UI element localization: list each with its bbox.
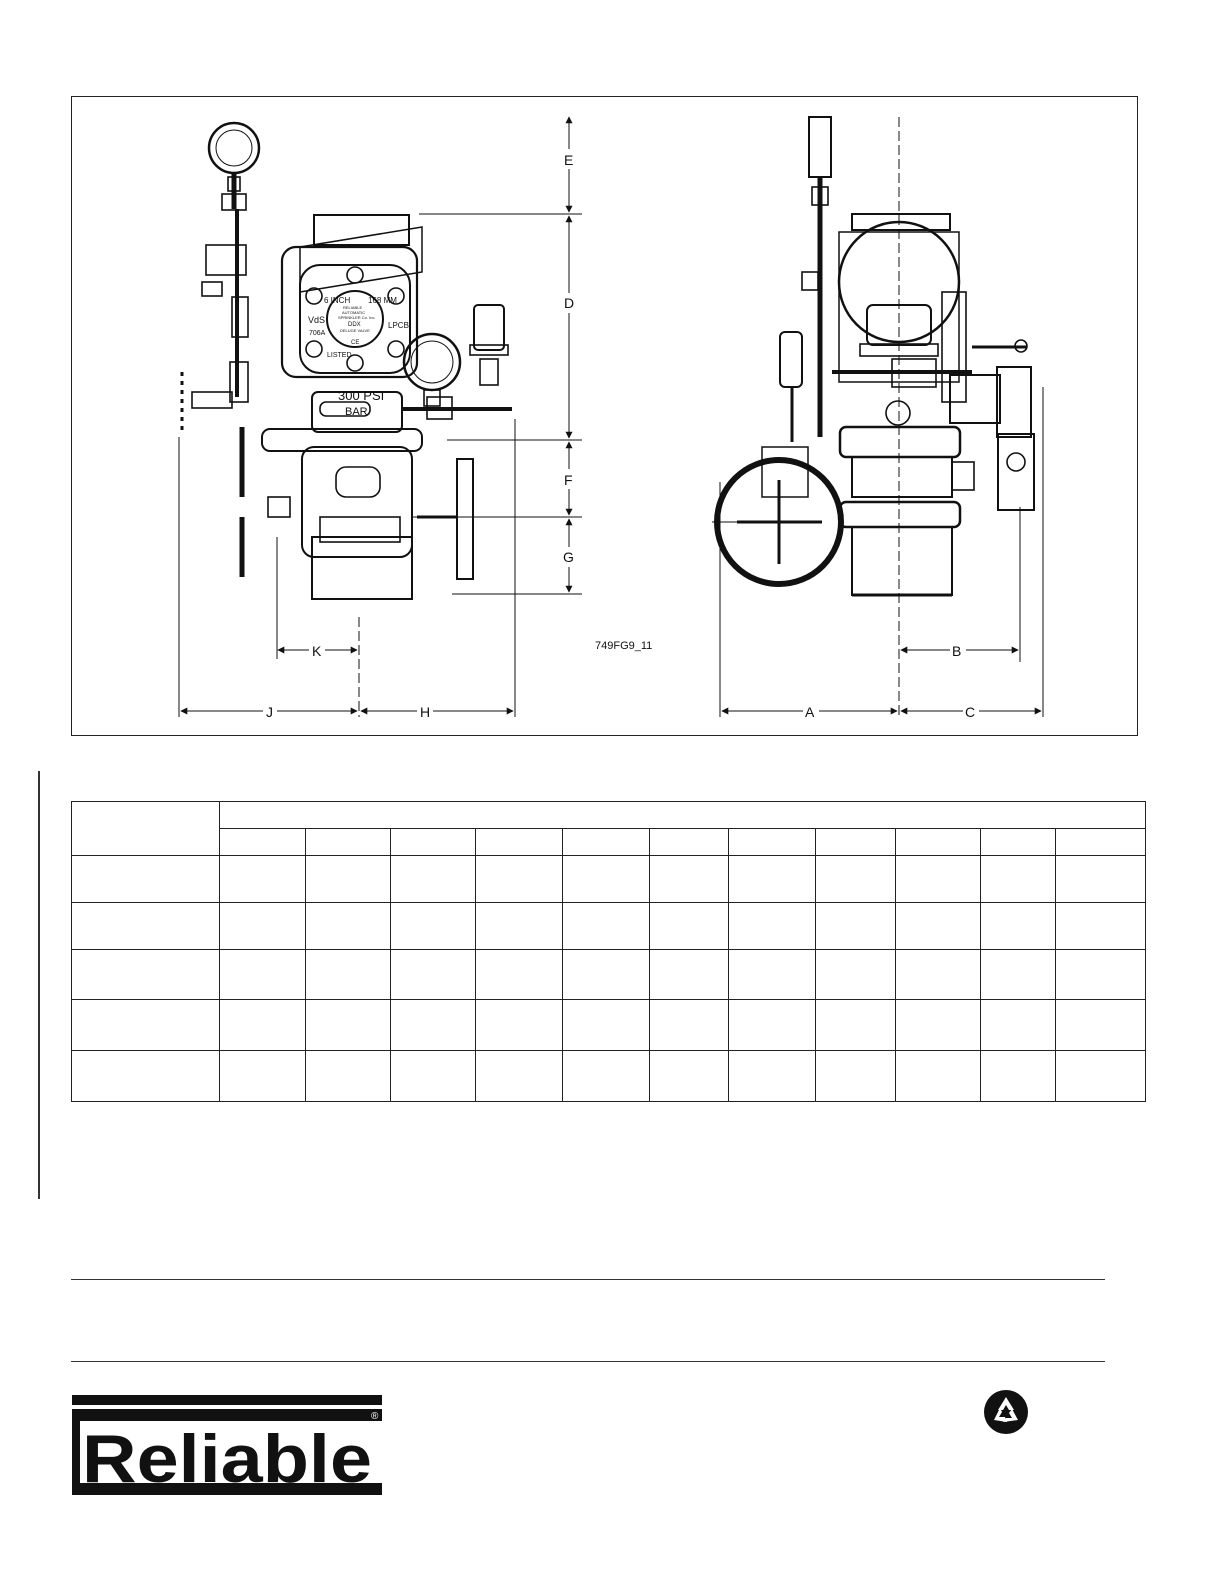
table-row (72, 1051, 1146, 1102)
valve-drawing (72, 97, 1139, 737)
marking-plate-line-3: SPRINKLER Co. Inc. (338, 315, 376, 320)
table-subheader-row (72, 829, 1146, 856)
footer-rule-top (71, 1279, 1105, 1280)
dim-label-j: J (266, 704, 273, 720)
table-row (72, 950, 1146, 1000)
dim-label-f: F (564, 472, 573, 488)
footer-rule-bottom (71, 1361, 1105, 1362)
table-header-span-cell (220, 802, 1146, 829)
marking-size-inch: 6 INCH (324, 296, 351, 305)
dim-label-k: K (312, 643, 322, 659)
dim-label-d: D (564, 295, 575, 311)
drawing-frame (71, 96, 1138, 736)
recycle-icon (983, 1389, 1029, 1435)
marking-lpcb: LPCB (388, 321, 409, 330)
marking-plate-line-5: DELUGE VALVE (340, 328, 370, 333)
table-header-row (72, 802, 1146, 829)
dim-label-b: B (952, 643, 962, 659)
dim-label-g: G (563, 549, 574, 565)
marking-plate-line-2: AUTOMATIC (342, 310, 366, 315)
dim-label-a: A (805, 704, 815, 720)
dim-label-e: E (564, 152, 574, 168)
margin-rule (38, 771, 40, 1199)
marking-plate-line-1: RELIABLE (343, 305, 363, 310)
table-row (72, 856, 1146, 903)
marking-pressure-top: 300 PSI (338, 388, 385, 403)
registered-mark: ® (371, 1411, 379, 1422)
marking-listed: LISTED (327, 352, 352, 359)
marking-vds-code: 706A (309, 330, 326, 337)
dim-label-h: H (420, 704, 431, 720)
marking-vds: VdS (308, 315, 326, 325)
front-view (182, 123, 512, 599)
front-dimension-lines (179, 117, 582, 717)
marking-ce: CE (351, 340, 360, 346)
side-view (717, 117, 1034, 595)
side-dimension-lines (712, 117, 1043, 717)
figure-id: 749FG9_11 (595, 640, 653, 652)
reliable-logo (72, 1395, 382, 1495)
logo-wordmark: Reliable (82, 1421, 372, 1495)
marking-size-mm: 168 MM (368, 296, 397, 305)
marking-plate-line-4: DDX (348, 322, 361, 328)
marking-pressure-bottom: BAR (345, 406, 368, 418)
table-row (72, 903, 1146, 950)
dimension-table (71, 801, 1146, 1102)
table-corner-cell (72, 802, 220, 856)
dim-label-c: C (965, 704, 976, 720)
table-row (72, 1000, 1146, 1051)
